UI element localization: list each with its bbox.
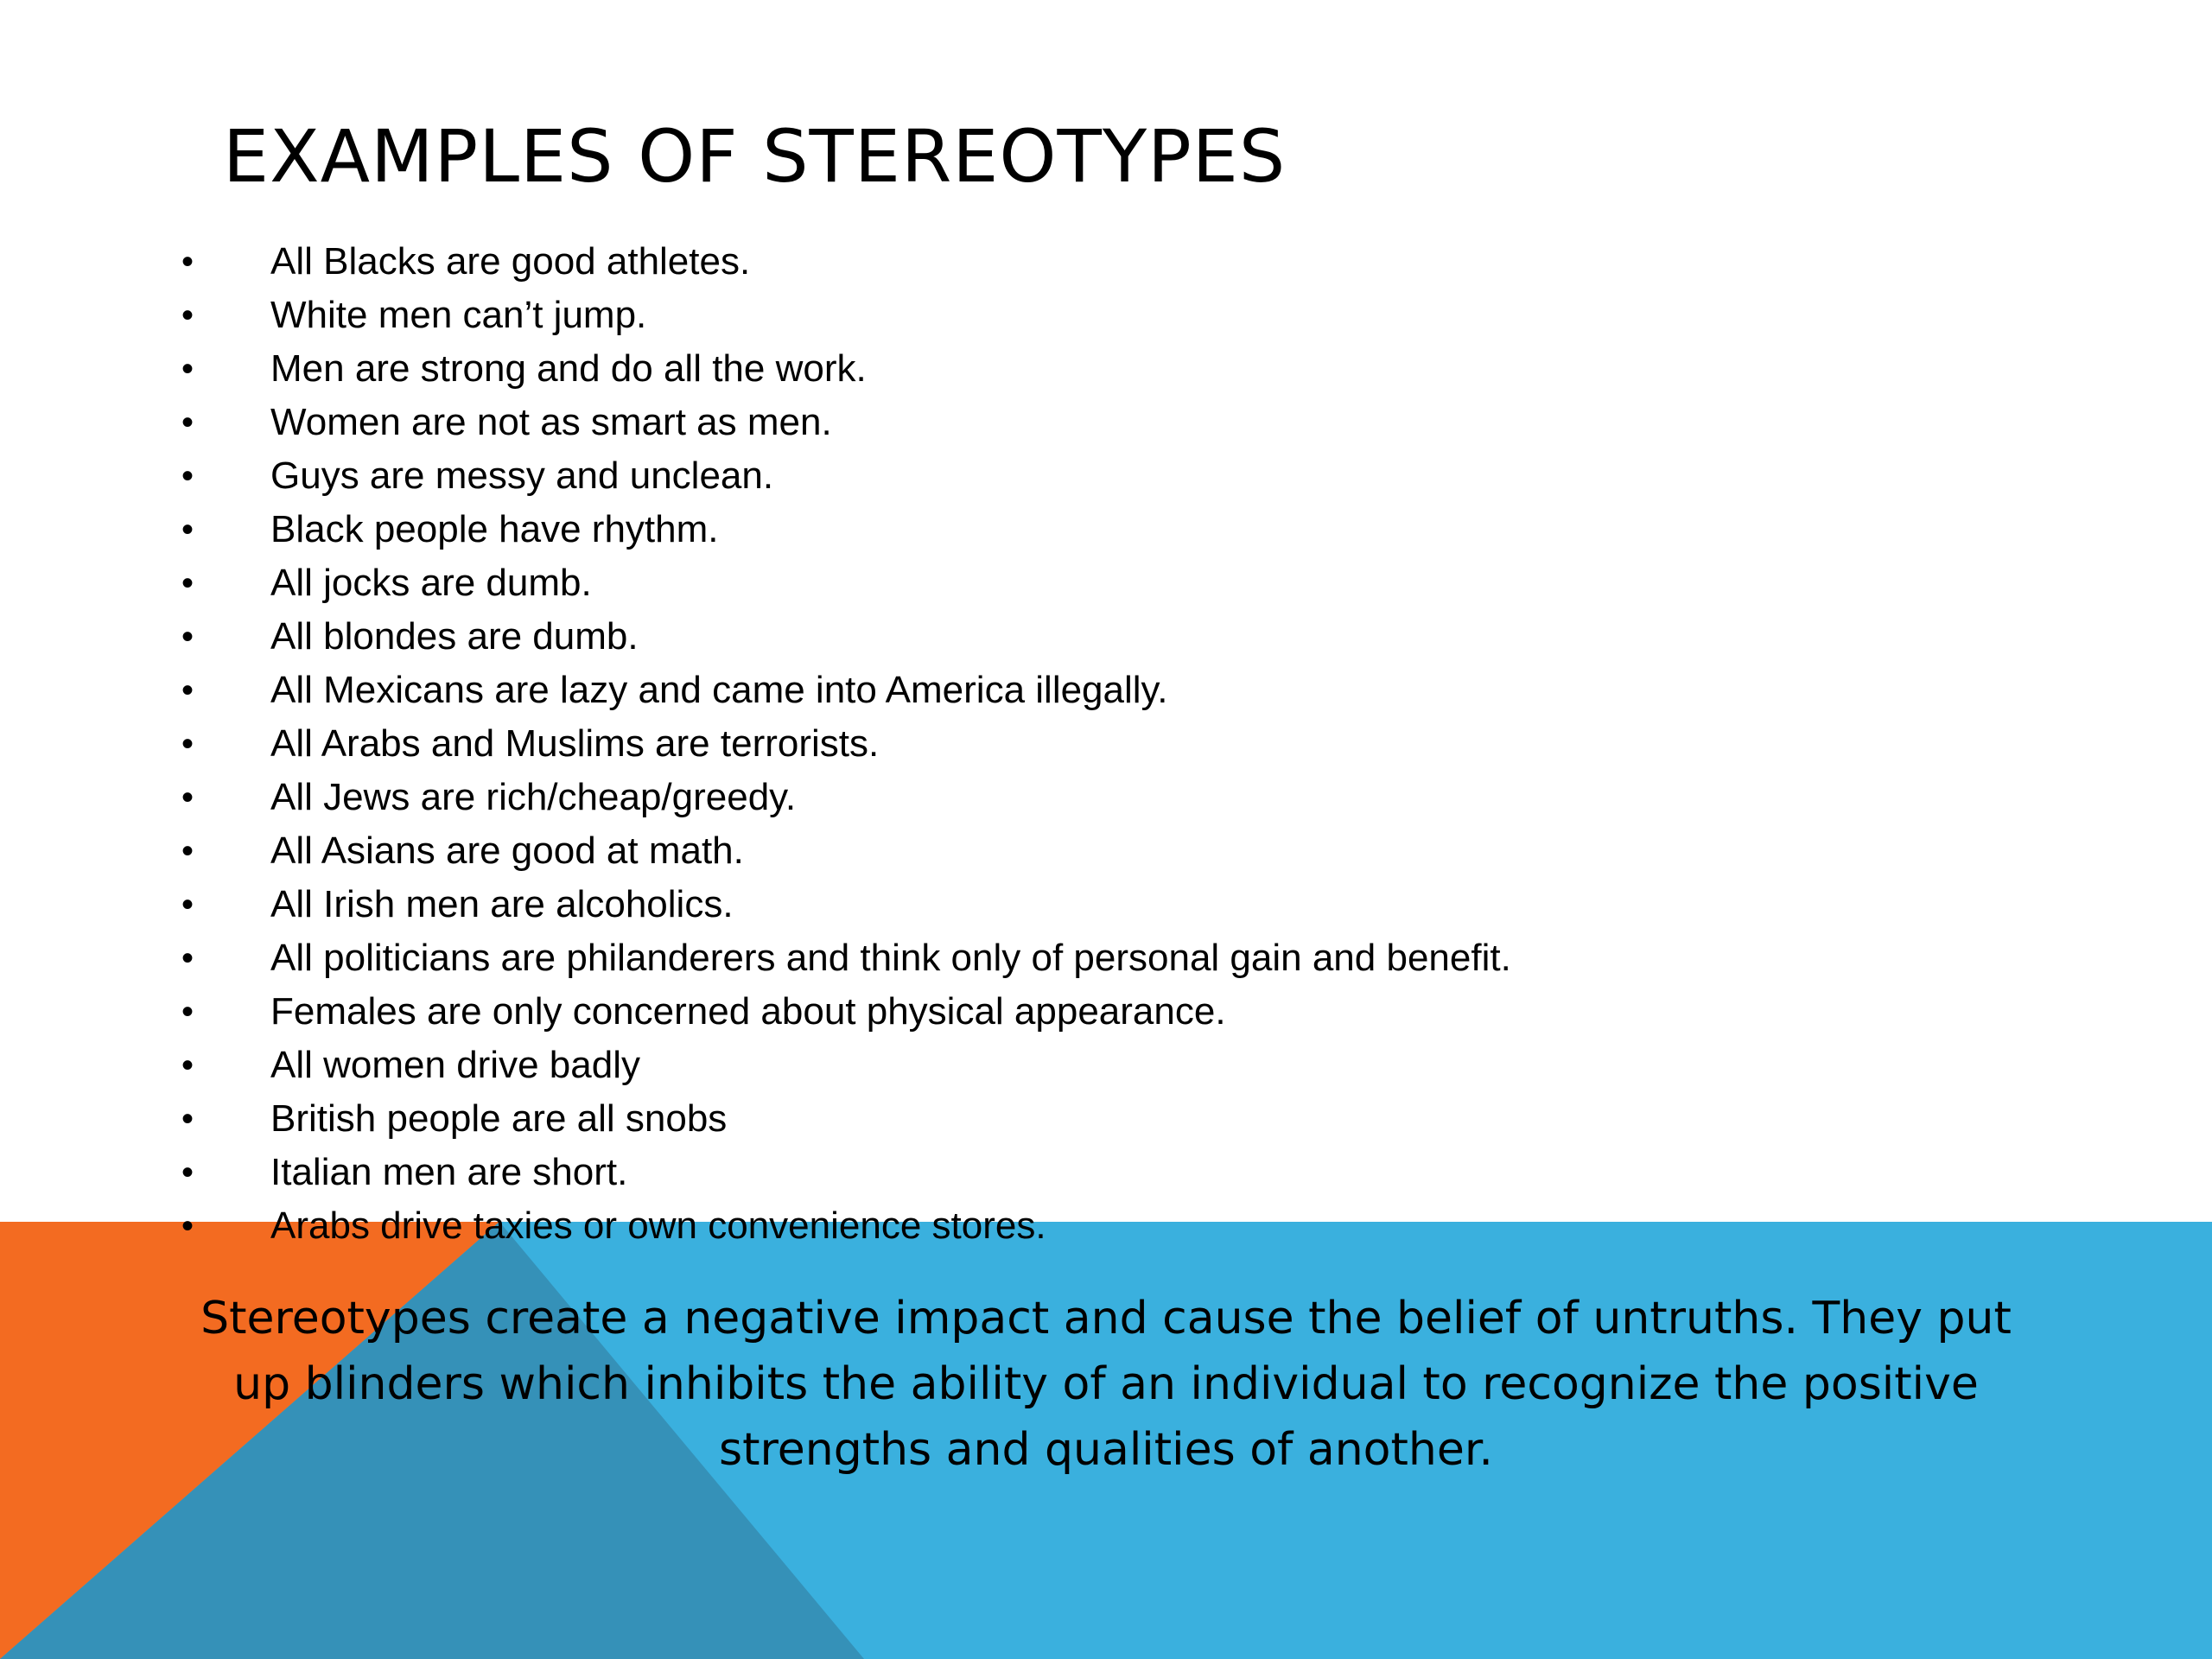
list-item-text: British people are all snobs [270, 1097, 728, 1140]
bullet-icon: • [181, 618, 194, 656]
list-item [181, 610, 1511, 664]
list-item-text: All Blacks are good athletes. [270, 240, 751, 283]
list-item-text: All Jews are rich/cheap/greedy. [270, 776, 797, 818]
summary-text: Stereotypes create a negative impact and cause the belief of untruths. They put up blinders which inhibits the ability of an individual to recognize the positive strengths and qualities of another. [200, 1293, 2012, 1476]
bullet-icon: • [181, 350, 194, 388]
list-item-text: Arabs drive taxies or own convenience stores. [270, 1205, 1046, 1247]
list-item-text: All jocks are dumb. [270, 562, 592, 604]
list-item-text: All Arabs and Muslims are terrorists. [270, 722, 880, 765]
list-item-text: Italian men are short. [270, 1151, 628, 1193]
bullet-icon: • [181, 511, 194, 549]
list-item [181, 503, 1511, 556]
list-item [181, 931, 1511, 985]
list-item-text: All Irish men are alcoholics. [270, 883, 734, 925]
slide-title: EXAMPLES OF STEREOTYPES [223, 114, 1287, 199]
bullet-icon: • [181, 832, 194, 870]
bullet-icon: • [181, 671, 194, 709]
list-item [181, 289, 1511, 342]
list-item [181, 235, 1511, 289]
list-item [181, 449, 1511, 503]
stereotype-list [181, 235, 1511, 1253]
list-item [181, 985, 1511, 1039]
list-item [181, 396, 1511, 449]
list-item-text: All politicians are philanderers and think only of personal gain and benefit. [270, 937, 1511, 979]
bullet-icon: • [181, 1207, 194, 1245]
list-item-text: White men can’t jump. [270, 294, 647, 336]
list-item [181, 824, 1511, 878]
list-item [181, 717, 1511, 771]
list-item [181, 556, 1511, 610]
list-item [181, 664, 1511, 717]
bullet-icon: • [181, 993, 194, 1031]
bullet-icon: • [181, 886, 194, 924]
bullet-icon: • [181, 939, 194, 977]
list-item-text: Black people have rhythm. [270, 508, 719, 550]
list-item-text: All Mexicans are lazy and came into America illegally. [270, 669, 1168, 711]
bullet-icon: • [181, 1046, 194, 1084]
bullet-icon: • [181, 457, 194, 495]
list-item [181, 1039, 1511, 1092]
bullet-icon: • [181, 1100, 194, 1138]
list-item-text: All blondes are dumb. [270, 615, 639, 658]
bullet-icon: • [181, 296, 194, 334]
bullet-icon: • [181, 404, 194, 442]
list-item-text: Men are strong and do all the work. [270, 347, 867, 390]
bullet-icon: • [181, 243, 194, 281]
list-item [181, 1199, 1511, 1253]
bullet-icon: • [181, 1154, 194, 1192]
list-item-text: All Asians are good at math. [270, 830, 744, 872]
list-item [181, 1146, 1511, 1199]
bullet-icon: • [181, 564, 194, 602]
list-item-text: All women drive badly [270, 1044, 640, 1086]
bullet-icon: • [181, 725, 194, 763]
list-item [181, 1092, 1511, 1146]
list-item [181, 771, 1511, 824]
list-item [181, 878, 1511, 931]
list-item-text: Women are not as smart as men. [270, 401, 832, 443]
bullet-icon: • [181, 779, 194, 817]
list-item-text: Females are only concerned about physical appearance. [270, 990, 1226, 1033]
list-item [181, 342, 1511, 396]
list-item-text: Guys are messy and unclean. [270, 454, 774, 497]
